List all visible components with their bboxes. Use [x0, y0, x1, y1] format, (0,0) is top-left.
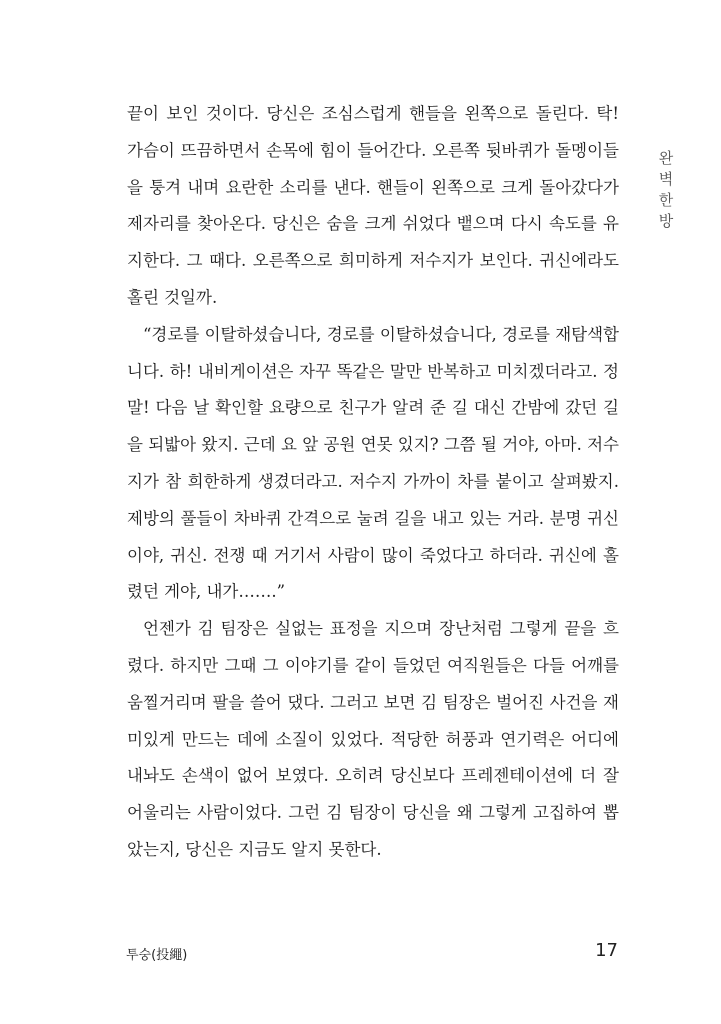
running-header-char: 방 [658, 212, 674, 230]
text-line: 을 퉁겨 내며 요란한 소리를 낸다. 핸들이 왼쪽으로 크게 돌아갔다가 [127, 177, 619, 197]
body-text [127, 96, 619, 869]
text-line: 제방의 풀들이 차바퀴 간격으로 눌려 길을 내고 있는 거라. 분명 귀신 [127, 508, 619, 528]
text-line: 았는지, 당신은 지금도 알지 못한다. [127, 839, 382, 859]
text-line: 내놔도 손색이 없어 보였다. 오히려 당신보다 프레젠테이션에 더 잘 [127, 766, 619, 786]
text-line: 말! 다음 날 확인할 요량으로 친구가 알려 준 길 대신 간밤에 갔던 길 [127, 398, 619, 418]
text-line: 제자리를 찾아온다. 당신은 숨을 크게 쉬었다 뱉으며 다시 속도를 유 [127, 214, 619, 234]
text-line: 어울리는 사람이었다. 그런 김 팀장이 당신을 왜 그렇게 고집하여 뽑 [127, 803, 619, 823]
page-number: 17 [595, 940, 618, 961]
text-line: 언젠가 김 팀장은 실없는 표정을 지으며 장난처럼 그렇게 끝을 흐 [143, 619, 619, 639]
text-line: 렸던 게야, 내가…….” [127, 582, 286, 602]
running-header-char: 완 [658, 149, 674, 167]
text-line: 홀린 것일까. [127, 287, 218, 307]
text-line: 이야, 귀신. 전쟁 때 거기서 사람이 많이 죽었다고 하더라. 귀신에 홀 [127, 545, 619, 565]
text-line: 가슴이 뜨끔하면서 손목에 힘이 들어간다. 오른쪽 뒷바퀴가 돌멩이들 [127, 140, 619, 160]
footer-book-title: 투숭(投繩) [126, 948, 188, 963]
text-line: 을 되밟아 왔지. 근데 요 앞 공원 연못 있지? 그쯤 될 거야, 아마. 저수 [127, 435, 619, 455]
text-line: 니다. 하! 내비게이션은 자꾸 똑같은 말만 반복하고 미치겠더라고. 정 [127, 361, 619, 381]
text-line: 미있게 만드는 데에 소질이 있었다. 적당한 허풍과 연기력은 어디에 [127, 729, 619, 749]
text-line: 렸다. 하지만 그때 그 이야기를 같이 들었던 여직원들은 다들 어깨를 [127, 655, 619, 675]
running-header-title [654, 148, 678, 232]
running-header-char: 한 [658, 191, 674, 209]
text-line: 움찔거리며 팔을 쓸어 댔다. 그러고 보면 김 팀장은 벌어진 사건을 재 [127, 692, 619, 712]
text-line: “경로를 이탈하셨습니다, 경로를 이탈하셨습니다, 경로를 재탐색합 [143, 324, 619, 344]
text-line: 지가 참 희한하게 생겼더라고. 저수지 가까이 차를 붙이고 살펴봤지. [127, 471, 619, 491]
running-header-char: 벽 [658, 170, 674, 188]
text-line: 끝이 보인 것이다. 당신은 조심스럽게 핸들을 왼쪽으로 돌린다. 탁! [127, 104, 619, 123]
text-line: 지한다. 그 때다. 오른쪽으로 희미하게 저수지가 보인다. 귀신에라도 [127, 251, 619, 271]
